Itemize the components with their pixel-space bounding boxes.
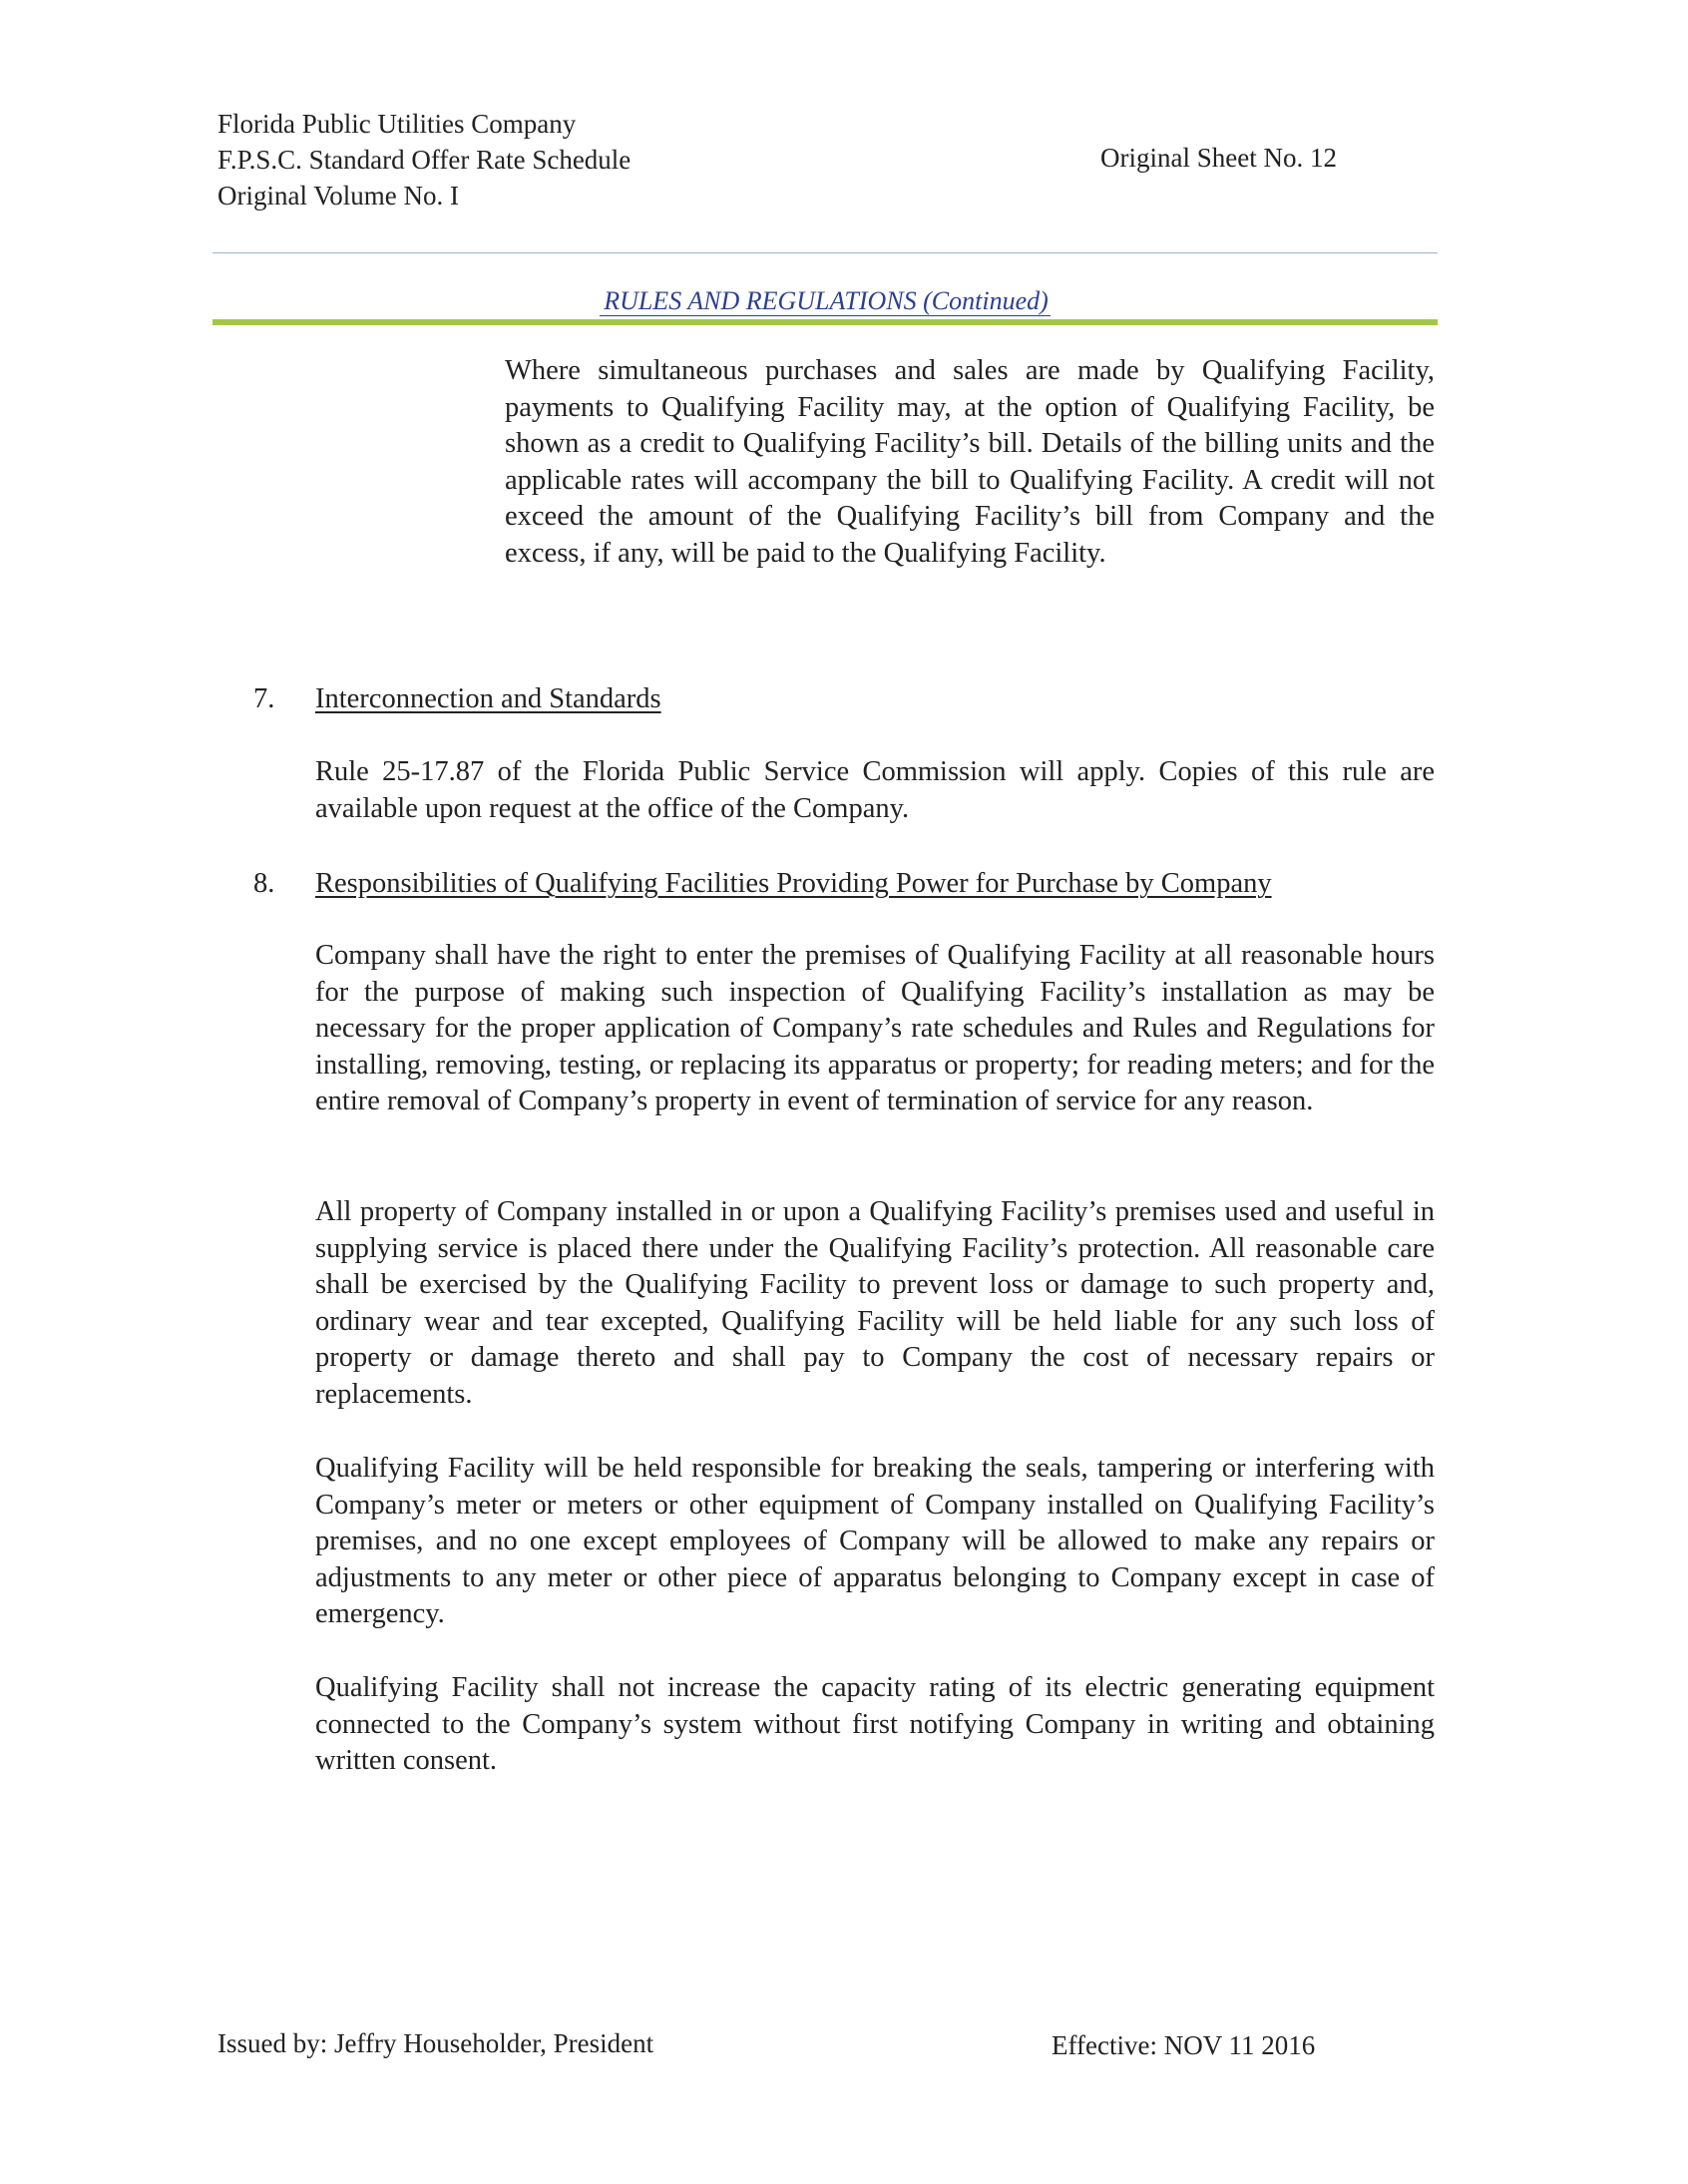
volume-label: Original Volume No. I [217, 181, 459, 211]
header-divider [212, 252, 1438, 253]
item-paragraph: Qualifying Facility will be held responsible for breaking the seals, tampering or interfering with Company’s meter or meters or other equipment of Company installed on Qualifying Facility’s premises, and no one except employees of Company will be allowed to make any repairs or adjustments to any meter or other piece of apparatus belonging to Company except in case of emergency. [315, 1453, 1435, 1630]
item-paragraph: All property of Company installed in or upon a Qualifying Facility’s premises used and useful in supplying service is placed there under the Qualifying Facility’s protection. All reasonable care shall be exercised by the Qualifying Facility to prevent loss or damage to such property and, ordinary wear and tear excepted, Qualifying Facility will be held liable for any such loss of property or damage thereto and shall pay to Company the cost of necessary repairs or replacements. [315, 1196, 1435, 1410]
header-left-block [217, 106, 631, 214]
rate-schedule-name: F.P.S.C. Standard Offer Rate Schedule [217, 145, 632, 175]
sheet-number: Original Sheet No. 12 [1100, 143, 1337, 173]
company-name: Florida Public Utilities Company [217, 109, 577, 139]
continuation-paragraph: Where simultaneous purchases and sales are made by Qualifying Facility, payments to Qualifying Facility may, at the option of Qualifying Facility, be shown as a credit to Qualifying Facility’s bill. Details of the billing units and the applicable rates will accompany the bill to Qualifying Facility. A credit will not exceed the amount of the Qualifying Facility’s bill from Company and the excess, if any, will be paid to the Qualifying Facility. [505, 355, 1435, 569]
item-paragraph: Company shall have the right to enter the premises of Qualifying Facility at all reasonable hours for the purpose of making such inspection of Qualifying Facility’s installation as may be necessary for the proper application of Company’s rate schedules and Rules and Regulations for installing, removing, testing, or replacing its apparatus or property; for reading meters; and for the entire removal of Company’s property in event of termination of service for any reason. [315, 940, 1435, 1117]
item-paragraph: Rule 25-17.87 of the Florida Public Service Commission will apply. Copies of this rule are available upon request at the office of the Company. [315, 756, 1435, 824]
effective-date: Effective: NOV 11 2016 [1052, 2030, 1316, 2060]
section-title-text: RULES AND REGULATIONS (Continued) [600, 286, 1051, 316]
item-paragraph: Qualifying Facility shall not increase the capacity rating of its electric generating equipment connected to the Company’s system without first notifying Company in writing and obtaining written consent. [315, 1672, 1435, 1777]
item-number: 7. [253, 683, 275, 714]
item-number: 8. [253, 868, 275, 899]
section-title [212, 284, 1438, 318]
section-divider [212, 319, 1438, 325]
item-heading-interconnection: Interconnection and Standards [315, 683, 661, 714]
item-heading-responsibilities: Responsibilities of Qualifying Facilities Providing Power for Purchase by Company [315, 868, 1272, 899]
issued-by: Issued by: Jeffry Householder, President [217, 2028, 654, 2058]
